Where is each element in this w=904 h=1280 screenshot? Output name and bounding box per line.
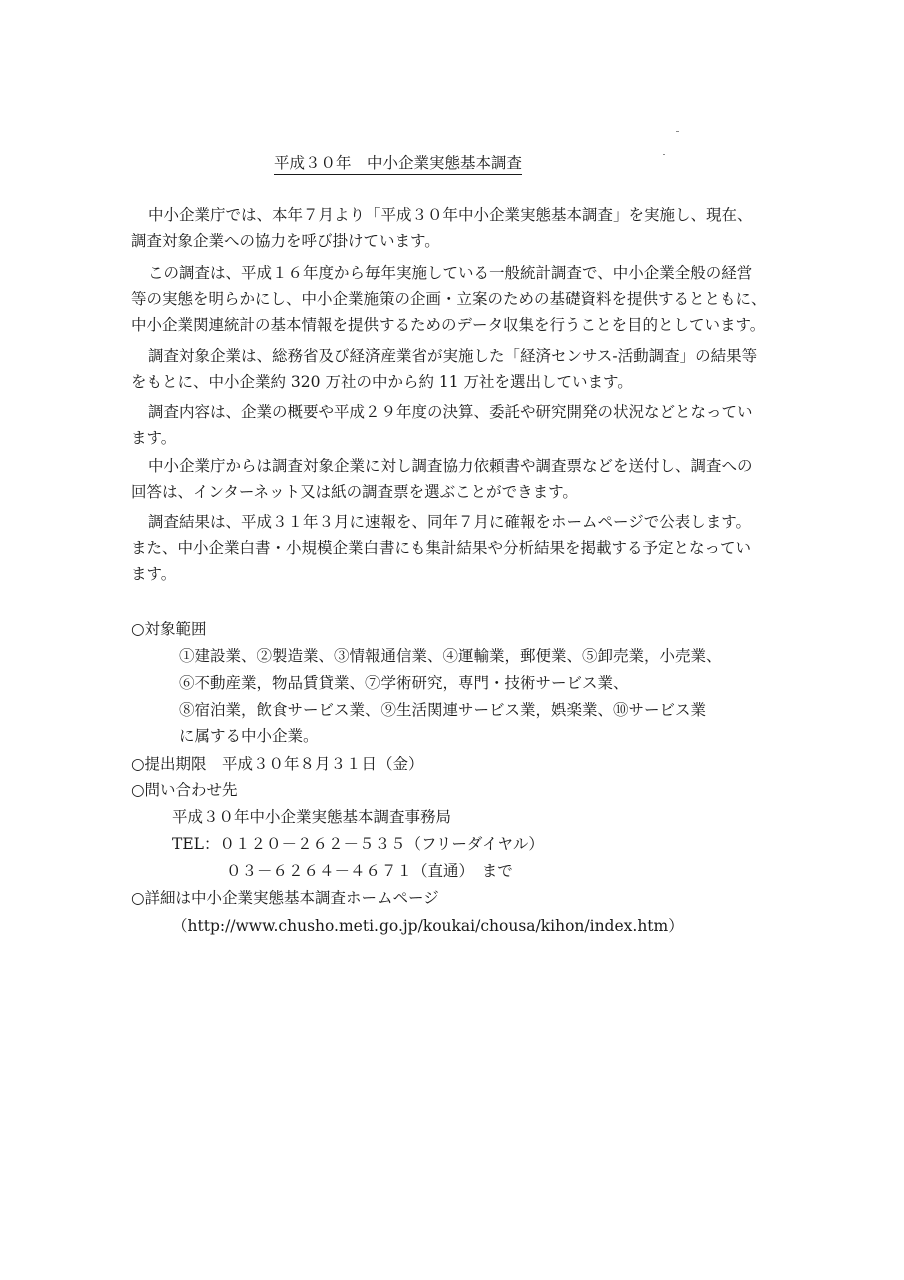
paragraph-line: ます。 [131,565,177,583]
paragraph-line: この調査は、平成１６年度から毎年実施している一般統計調査で、中小企業全般の経営 [148,264,753,282]
paragraph-line: 回答は、インターネット又は紙の調査票を選ぶことができます。 [131,483,578,501]
paragraph-line: 調査結果は、平成３１年３月に速報を、同年７月に確報をホームページで公表します。 [148,513,751,531]
paragraph-line: 中小企業庁からは調査対象企業に対し調査協力依頼書や調査票などを送付し、調査への [148,457,753,475]
scope-line: ①建設業、②製造業、③情報通信業、④運輸業，郵便業、⑤卸売業，小売業、 [179,647,722,665]
paragraph-line: 中小企業庁では、本年７月より「平成３０年中小企業実態基本調査」を実施し、現在、 [148,206,753,224]
paragraph-line: 調査対象企業への協力を呼び掛けています。 [131,232,440,250]
paragraph-line: ます。 [131,429,177,447]
paragraph-line: 調査対象企業は、総務省及び経済産業省が実施した「経済センサス-活動調査」の結果等 [148,347,758,365]
contact-heading: ○問い合わせ先 [131,781,238,799]
scope-heading: ○対象範囲 [131,620,207,638]
scope-line: に属する中小企業。 [179,727,319,745]
paragraph-line: 等の実態を明らかにし、中小企業施策の企画・立案のための基礎資料を提供するとともに、 [131,290,767,308]
contact-office: 平成３０年中小企業実態基本調査事務局 [172,808,452,826]
paragraph-line: 調査内容は、企業の概要や平成２９年度の決算、委託や研究開発の状況などとなってい [148,403,753,421]
details-heading: ○詳細は中小企業実態基本調査ホームページ [131,889,439,907]
deadline: ○提出期限 平成３０年８月３１日（金） [131,755,424,773]
paragraph-line: をもとに、中小企業約 320 万社の中から約 11 万社を選出しています。 [131,373,633,391]
paragraph-line: 中小企業関連統計の基本情報を提供するためのデータ収集を行うことを目的としています。 [131,316,766,334]
scan-speck [676,131,679,132]
paragraph-line: また、中小企業白書・小規模企業白書にも集計結果や分析結果を掲載する予定となってい [131,539,752,557]
scope-line: ⑥不動産業，物品賃貸業、⑦学術研究，専門・技術サービス業、 [179,674,629,692]
scan-speck [663,154,665,155]
scope-line: ⑧宿泊業，飲食サービス業、⑨生活関連サービス業，娯楽業、⑩サービス業 [179,701,707,719]
document-title: 平成３０年 中小企業実態基本調査 [274,151,522,175]
contact-tel-direct: ０３－６２６４－４６７１（直通） まで [226,862,513,880]
homepage-url: （http://www.chusho.meti.go.jp/koukai/chousa/kihon/index.htm） [172,917,684,935]
contact-tel-freedial: TEL：０１２０－２６２－５３５（フリーダイヤル） [172,835,544,853]
